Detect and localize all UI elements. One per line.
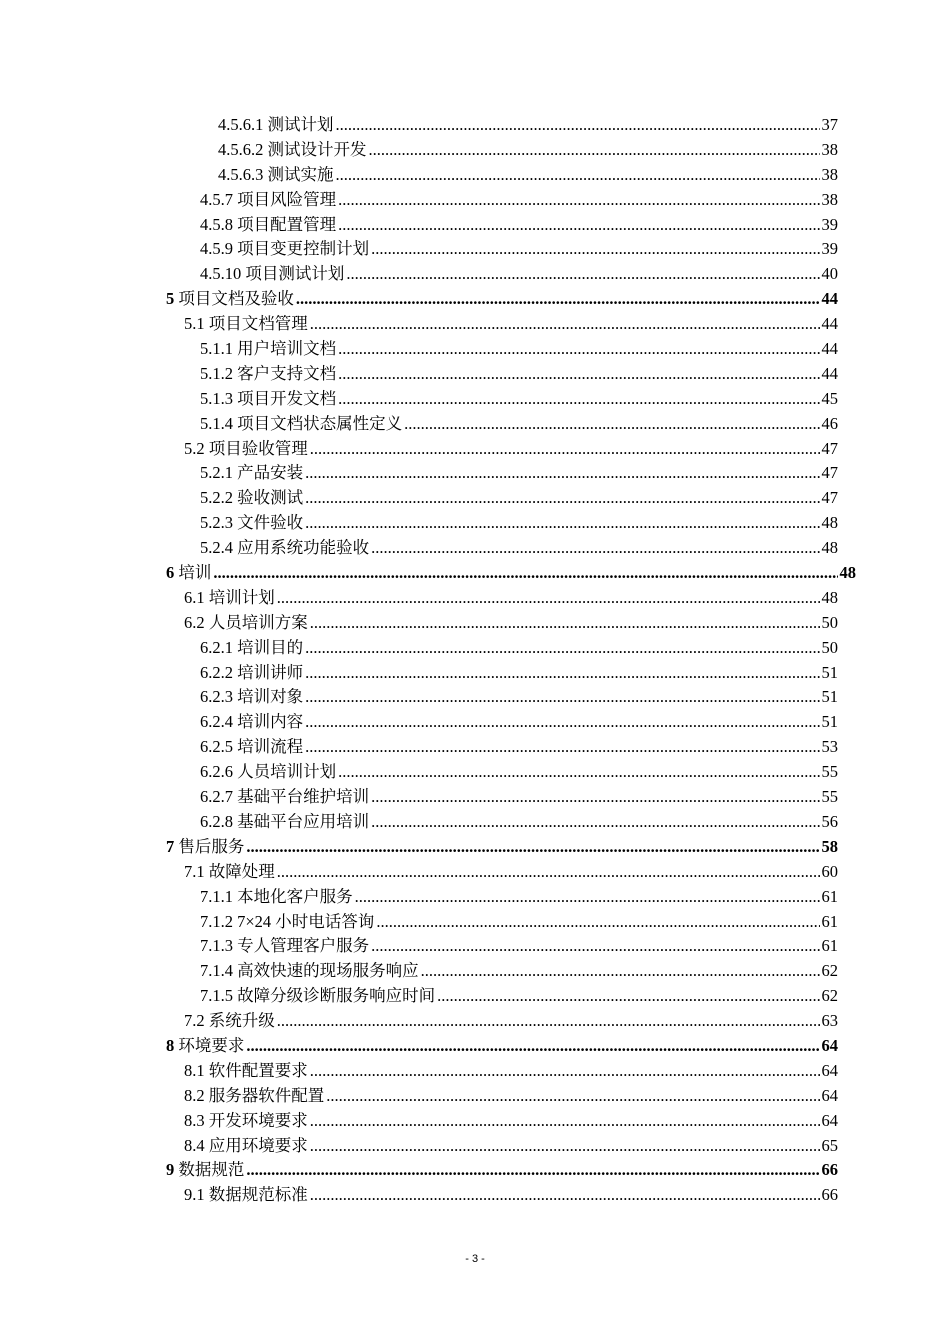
toc-entry-number: 4.5.10 [200, 264, 242, 284]
toc-leader-dots [371, 536, 819, 561]
toc-entry[interactable] [218, 163, 838, 188]
toc-entry-title: 测试实施 [267, 164, 334, 184]
toc-entry-number: 6.2.6 [200, 762, 233, 782]
toc-entry-title: 基础平台应用培训 [237, 811, 370, 831]
toc-entry-label [200, 685, 305, 710]
toc-entry-number: 6.2.5 [200, 737, 233, 757]
toc-entry[interactable] [184, 611, 838, 636]
toc-entry-page: 55 [820, 760, 839, 785]
toc-entry-number: 5.2.3 [200, 513, 233, 533]
toc-entry[interactable] [200, 959, 838, 984]
toc-leader-dots [246, 835, 819, 860]
toc-entry-number: 5.1.1 [200, 339, 233, 359]
toc-entry-title: 数据规范标准 [208, 1185, 308, 1205]
toc-entry-label [200, 785, 371, 810]
toc-entry-label [200, 760, 338, 785]
toc-entry-page: 66 [820, 1158, 839, 1183]
toc-entry-title: 人员培训方案 [208, 612, 308, 632]
toc-entry-title: 项目验收管理 [208, 438, 308, 458]
toc-entry-title: 用户培训文档 [237, 339, 337, 359]
toc-leader-dots [336, 163, 820, 188]
toc-entry-title: 软件配置要求 [208, 1060, 308, 1080]
toc-leader-dots [355, 885, 820, 910]
toc-entry[interactable] [200, 461, 838, 486]
toc-entry-label [184, 1084, 326, 1109]
toc-leader-dots [310, 1059, 820, 1084]
toc-entry-title: 项目变更控制计划 [237, 239, 370, 259]
toc-entry-page: 64 [820, 1084, 839, 1109]
toc-leader-dots [246, 1034, 819, 1059]
toc-entry-page: 44 [820, 337, 839, 362]
toc-entry-title: 数据规范 [178, 1160, 245, 1180]
toc-entry-number: 5.1.2 [200, 363, 233, 383]
toc-entry-number: 6.1 [184, 587, 205, 607]
toc-leader-dots [246, 1158, 819, 1183]
toc-entry-label [184, 1009, 277, 1034]
toc-entry-page: 47 [820, 437, 839, 462]
toc-entry-page: 48 [838, 561, 857, 586]
toc-entry-number: 7.1.3 [200, 936, 233, 956]
toc-entry-label [184, 1059, 310, 1084]
toc-entry-page: 62 [820, 959, 839, 984]
toc-entry-title: 应用环境要求 [208, 1135, 308, 1155]
toc-entry-number: 5.2.2 [200, 488, 233, 508]
toc-entry-label [184, 586, 277, 611]
toc-entry-page: 48 [820, 511, 839, 536]
toc-entry-number: 9 [166, 1160, 175, 1180]
toc-entry-title: 项目文档及验收 [178, 289, 294, 309]
toc-leader-dots [338, 760, 819, 785]
toc-entry-label [200, 735, 305, 760]
toc-entry-page: 45 [820, 387, 839, 412]
page-number: - 3 - [465, 1253, 485, 1265]
toc-leader-dots [310, 312, 820, 337]
toc-leader-dots [338, 213, 819, 238]
toc-leader-dots [369, 138, 820, 163]
toc-entry-page: 44 [820, 287, 839, 312]
toc-entry-label [200, 387, 338, 412]
toc-entry[interactable] [200, 387, 838, 412]
toc-leader-dots [305, 661, 819, 686]
toc-entry-number: 4.5.6.2 [218, 139, 264, 159]
toc-entry-title: 培训讲师 [237, 662, 304, 682]
toc-entry[interactable] [184, 1134, 838, 1159]
toc-leader-dots [305, 735, 819, 760]
toc-entry[interactable] [200, 636, 838, 661]
toc-entry[interactable] [184, 1009, 838, 1034]
toc-entry-page: 38 [820, 138, 839, 163]
toc-entry[interactable] [200, 760, 838, 785]
toc-entry-page: 62 [820, 984, 839, 1009]
toc-entry-label [200, 984, 437, 1009]
toc-entry-number: 8.3 [184, 1110, 205, 1130]
toc-entry-label [200, 661, 305, 686]
toc-entry-page: 47 [820, 461, 839, 486]
toc-entry[interactable] [184, 1084, 838, 1109]
toc-entry-label [200, 536, 371, 561]
toc-entry-title: 服务器软件配置 [208, 1085, 325, 1105]
toc-entry-title: 7×24 小时电话答询 [237, 911, 375, 931]
toc-entry-title: 高效快速的现场服务响应 [237, 961, 419, 981]
toc-entry[interactable] [200, 685, 838, 710]
toc-leader-dots [336, 113, 820, 138]
toc-leader-dots [338, 337, 819, 362]
toc-entry-page: 55 [820, 785, 839, 810]
toc-leader-dots [371, 810, 819, 835]
toc-entry-title: 测试设计开发 [267, 139, 367, 159]
toc-entry-page: 60 [820, 860, 839, 885]
toc-entry-number: 6.2 [184, 612, 205, 632]
toc-entry-label [218, 138, 369, 163]
toc-leader-dots [310, 1109, 820, 1134]
toc-entry-title: 项目文档状态属性定义 [237, 413, 403, 433]
toc-entry[interactable] [200, 934, 838, 959]
toc-entry-number: 8.2 [184, 1085, 205, 1105]
toc-entry-number: 5.2.4 [200, 538, 233, 558]
toc-entry-title: 项目风险管理 [237, 189, 337, 209]
toc-entry[interactable] [218, 138, 838, 163]
toc-entry-page: 37 [820, 113, 839, 138]
toc-entry[interactable] [200, 536, 838, 561]
toc-entry-label [166, 561, 213, 586]
toc-entry-number: 8.4 [184, 1135, 205, 1155]
toc-leader-dots [213, 561, 837, 586]
toc-entry-number: 6.2.3 [200, 687, 233, 707]
toc-entry[interactable] [200, 810, 838, 835]
toc-entry[interactable] [200, 337, 838, 362]
toc-entry-page: 44 [820, 312, 839, 337]
toc-entry[interactable] [166, 1158, 838, 1183]
toc-entry-label [184, 437, 310, 462]
toc-entry-number: 9.1 [184, 1185, 205, 1205]
toc-entry[interactable] [200, 362, 838, 387]
toc-entry-title: 培训对象 [237, 687, 304, 707]
toc-entry-number: 6.2.4 [200, 712, 233, 732]
toc-entry-title: 环境要求 [178, 1035, 245, 1055]
toc-entry-title: 项目测试计划 [245, 264, 345, 284]
toc-leader-dots [305, 710, 819, 735]
toc-entry-title: 产品安装 [237, 463, 304, 483]
toc-entry-page: 63 [820, 1009, 839, 1034]
toc-entry-page: 39 [820, 213, 839, 238]
toc-entry-title: 项目开发文档 [237, 388, 337, 408]
toc-entry-label [200, 337, 338, 362]
toc-entry-number: 4.5.7 [200, 189, 233, 209]
toc-leader-dots [346, 262, 819, 287]
toc-entry-page: 48 [820, 536, 839, 561]
toc-entry-title: 项目文档管理 [208, 314, 308, 334]
toc-leader-dots [421, 959, 820, 984]
toc-entry[interactable] [200, 213, 838, 238]
toc-entry-number: 8 [166, 1035, 175, 1055]
toc-entry-page: 61 [820, 934, 839, 959]
toc-entry-label [184, 611, 310, 636]
toc-entry-title: 测试计划 [267, 115, 334, 134]
toc-entry-number: 6.2.1 [200, 637, 233, 657]
toc-leader-dots [296, 287, 820, 312]
toc-entry[interactable] [200, 735, 838, 760]
toc-entry-number: 7.1.1 [200, 886, 233, 906]
toc-leader-dots [305, 486, 819, 511]
toc-entry-label [200, 213, 338, 238]
toc-entry-number: 8.1 [184, 1060, 205, 1080]
toc-entry-label [200, 959, 421, 984]
toc-entry-number: 7 [166, 836, 175, 856]
toc-entry-page: 51 [820, 710, 839, 735]
toc-entry-number: 7.1.4 [200, 961, 233, 981]
toc-entry-page: 64 [820, 1059, 839, 1084]
toc-entry-page: 38 [820, 163, 839, 188]
toc-entry-label [184, 1183, 310, 1208]
toc-entry-page: 58 [820, 835, 839, 860]
toc-leader-dots [305, 636, 819, 661]
toc-entry-page: 61 [820, 910, 839, 935]
toc-entry-page: 44 [820, 362, 839, 387]
toc-entry-number: 6.2.8 [200, 811, 233, 831]
toc-leader-dots [305, 461, 819, 486]
toc-entry-label [166, 835, 246, 860]
toc-entry-page: 40 [820, 262, 839, 287]
toc-entry-page: 46 [820, 412, 839, 437]
toc-entry[interactable] [200, 237, 838, 262]
toc-entry[interactable] [166, 835, 838, 860]
toc-entry-title: 培训流程 [237, 737, 304, 757]
toc-entry-number: 7.1.5 [200, 986, 233, 1006]
toc-entry-number: 6 [166, 563, 175, 583]
toc-entry[interactable] [200, 188, 838, 213]
toc-entry-page: 48 [820, 586, 839, 611]
toc-entry-page: 64 [820, 1109, 839, 1134]
toc-entry[interactable] [184, 312, 838, 337]
toc-entry-title: 基础平台维护培训 [237, 787, 370, 807]
toc-leader-dots [305, 685, 819, 710]
toc-entry-title: 故障分级诊断服务响应时间 [237, 986, 436, 1006]
toc-entry-title: 培训目的 [237, 637, 304, 657]
toc-entry-label [166, 1158, 246, 1183]
toc-entry-title: 应用系统功能验收 [237, 538, 370, 558]
toc-entry-label [200, 710, 305, 735]
toc-entry-label [200, 810, 371, 835]
toc-entry-label [200, 636, 305, 661]
toc-leader-dots [277, 860, 820, 885]
toc-entry[interactable] [184, 1109, 838, 1134]
toc-entry-label [184, 1109, 310, 1134]
toc-entry[interactable] [200, 511, 838, 536]
toc-leader-dots [277, 586, 820, 611]
toc-entry-label [200, 237, 371, 262]
toc-entry-label [218, 163, 336, 188]
toc-entry-number: 6.2.2 [200, 662, 233, 682]
toc-entry[interactable] [184, 860, 838, 885]
toc-entry-page: 50 [820, 636, 839, 661]
toc-entry[interactable] [218, 113, 838, 138]
toc-entry-number: 6.2.7 [200, 787, 233, 807]
toc-entry-title: 开发环境要求 [208, 1110, 308, 1130]
toc-entry-label [200, 461, 305, 486]
toc-leader-dots [371, 785, 819, 810]
toc-entry-page: 39 [820, 237, 839, 262]
toc-entry-number: 4.5.6.3 [218, 164, 264, 184]
toc-entry-page: 51 [820, 685, 839, 710]
toc-entry-label [200, 511, 305, 536]
toc-entry-number: 5.1.4 [200, 413, 233, 433]
toc-entry-page: 51 [820, 661, 839, 686]
toc-entry-title: 培训 [178, 563, 212, 583]
toc-entry-title: 售后服务 [178, 836, 245, 856]
toc-entry-number: 4.5.8 [200, 214, 233, 234]
toc-entry-label [184, 1134, 310, 1159]
table-of-contents [166, 113, 856, 1208]
toc-entry-label [200, 885, 355, 910]
toc-entry-title: 本地化客户服务 [237, 886, 353, 906]
toc-leader-dots [310, 437, 820, 462]
toc-entry-title: 故障处理 [208, 861, 275, 881]
toc-entry-number: 7.1 [184, 861, 205, 881]
toc-entry-page: 66 [820, 1183, 839, 1208]
toc-entry-page: 38 [820, 188, 839, 213]
toc-leader-dots [305, 511, 819, 536]
toc-leader-dots [371, 237, 819, 262]
toc-entry[interactable] [200, 785, 838, 810]
toc-entry[interactable] [200, 486, 838, 511]
toc-entry-label [200, 934, 371, 959]
toc-entry[interactable] [200, 984, 838, 1009]
toc-entry-number: 5.2 [184, 438, 205, 458]
toc-entry-number: 5.2.1 [200, 463, 233, 483]
toc-entry-page: 50 [820, 611, 839, 636]
toc-entry[interactable] [184, 586, 838, 611]
toc-entry-title: 验收测试 [237, 488, 304, 508]
toc-entry-number: 4.5.9 [200, 239, 233, 259]
toc-entry-page: 56 [820, 810, 839, 835]
toc-entry[interactable] [200, 710, 838, 735]
toc-leader-dots [310, 1183, 820, 1208]
toc-leader-dots [310, 611, 820, 636]
toc-entry-page: 53 [820, 735, 839, 760]
toc-entry[interactable] [166, 1034, 838, 1059]
toc-entry-number: 7.1.2 [200, 911, 233, 931]
toc-entry-title: 培训计划 [208, 587, 275, 607]
toc-entry[interactable] [200, 412, 838, 437]
toc-entry-page: 65 [820, 1134, 839, 1159]
toc-entry[interactable] [200, 885, 838, 910]
toc-entry-page: 64 [820, 1034, 839, 1059]
toc-entry[interactable] [166, 561, 856, 586]
toc-leader-dots [310, 1134, 820, 1159]
toc-entry-page: 61 [820, 885, 839, 910]
toc-entry[interactable] [184, 1183, 838, 1208]
toc-leader-dots [277, 1009, 820, 1034]
toc-leader-dots [338, 387, 819, 412]
toc-entry-label [200, 412, 404, 437]
toc-leader-dots [338, 362, 819, 387]
toc-leader-dots [371, 934, 819, 959]
toc-entry-title: 文件验收 [237, 513, 304, 533]
toc-entry[interactable] [184, 1059, 838, 1084]
toc-entry-number: 4.5.6.1 [218, 115, 264, 134]
toc-entry-title: 项目配置管理 [237, 214, 337, 234]
toc-entry[interactable] [200, 661, 838, 686]
toc-leader-dots [338, 188, 819, 213]
toc-entry-label [200, 910, 376, 935]
toc-entry-label [200, 362, 338, 387]
toc-entry-number: 5.1.3 [200, 388, 233, 408]
toc-entry-label [218, 113, 336, 138]
toc-entry[interactable] [200, 262, 838, 287]
toc-entry-title: 培训内容 [237, 712, 304, 732]
toc-leader-dots [404, 412, 819, 437]
toc-entry-number: 5 [166, 289, 175, 309]
toc-entry-label [166, 287, 296, 312]
toc-entry-title: 客户支持文档 [237, 363, 337, 383]
toc-entry-title: 人员培训计划 [237, 762, 337, 782]
toc-entry[interactable] [200, 910, 838, 935]
toc-entry-label [184, 312, 310, 337]
toc-entry-label [184, 860, 277, 885]
toc-entry-number: 7.2 [184, 1011, 205, 1031]
toc-entry-title: 系统升级 [208, 1011, 275, 1031]
toc-leader-dots [437, 984, 819, 1009]
toc-entry-label [200, 262, 346, 287]
toc-leader-dots [326, 1084, 819, 1109]
toc-entry[interactable] [184, 437, 838, 462]
toc-entry-label [166, 1034, 246, 1059]
toc-entry[interactable] [166, 287, 838, 312]
toc-entry-label [200, 486, 305, 511]
toc-entry-label [200, 188, 338, 213]
toc-entry-title: 专人管理客户服务 [237, 936, 370, 956]
toc-leader-dots [376, 910, 819, 935]
toc-entry-number: 5.1 [184, 314, 205, 334]
toc-entry-page: 47 [820, 486, 839, 511]
